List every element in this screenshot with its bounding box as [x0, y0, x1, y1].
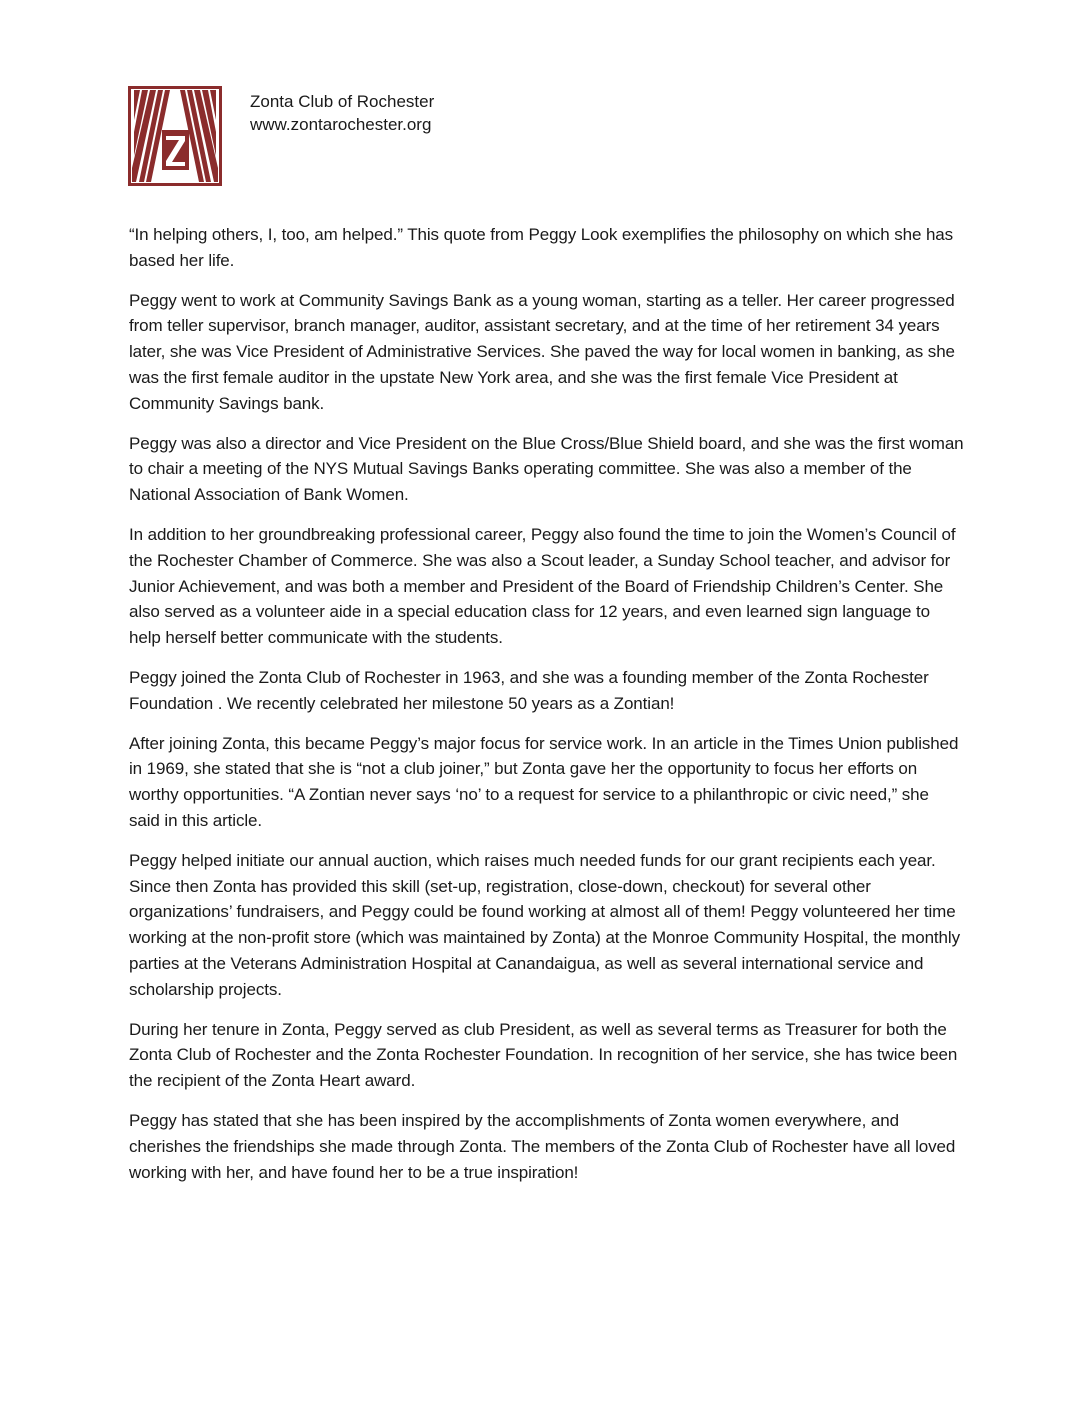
paragraph: Peggy helped initiate our annual auction, which raises much needed funds for our grant recipients each year. Since then Zonta has provided this skill (set-up, registration, close-down, checkout) for several other organizations’ fundraisers, and Peggy could be found working at almost all of them! Peggy volunteered her time working at the non-profit store (which was maintained by Zonta) at the Monroe Community Hospital, the monthly parties at the Veterans Administration Hospital at Canandaigua, as well as several international service and scholarship projects. [129, 850, 960, 999]
zonta-emblem-icon [128, 86, 222, 186]
paragraph: Peggy joined the Zonta Club of Rochester in 1963, and she was a founding member of the Zonta Rochester Foundation . We recently celebrated her milestone 50 years as a Zontian! [129, 667, 929, 713]
paragraph: Peggy went to work at Community Savings Bank as a young woman, starting as a teller. Her career progressed from teller supervisor, branch manager, auditor, assistant secretary, and at the time of her retirement 34 years later, she was Vice President of Administrative Services. She paved the way for local women in banking, as she was the first female auditor in the upstate New York area, and she was the first female Vice President at Community Savings bank. [129, 290, 955, 413]
paragraph: In addition to her groundbreaking professional career, Peggy also found the time to join the Women’s Council of the Rochester Chamber of Commerce. She was also a Scout leader, a Sunday School teacher, and advisor for Junior Achievement, and was both a member and President of the Board of Friendship Children’s Center. She also served as a volunteer aide in a special education class for 12 years, and even learned sign language to help herself better communicate with the students. [129, 524, 956, 648]
paragraph: Peggy has stated that she has been inspired by the accomplishments of Zonta women everywhere, and cherishes the friendships she made through Zonta. The members of the Zonta Club of Rochester have all loved working with her, and have found her to be a true inspiration! [129, 1110, 956, 1182]
org-website: www.zontarochester.org [250, 115, 432, 134]
org-name: Zonta Club of Rochester [250, 92, 435, 111]
letterhead [128, 86, 728, 188]
article-body [129, 222, 964, 1199]
paragraph: “In helping others, I, too, am helped.” This quote from Peggy Look exemplifies the philosophy on which she has based her life. [129, 225, 954, 270]
paragraph: During her tenure in Zonta, Peggy served as club President, as well as several terms as Treasurer for both the Zonta Club of Rochester and the Zonta Rochester Foundation. In recognition of her service, she has twice been the recipient of the Zonta Heart award. [129, 1019, 958, 1091]
org-contact [250, 90, 434, 136]
paragraph: Peggy was also a director and Vice President on the Blue Cross/Blue Shield board, and she was the first woman to chair a meeting of the NYS Mutual Savings Banks operating committee. She was also a member of the National Association of Bank Women. [129, 433, 964, 505]
paragraph: After joining Zonta, this became Peggy’s major focus for service work. In an article in the Times Union published in 1969, she stated that she is “not a club joiner,” but Zonta gave her the opportunity to focus her efforts on worthy opportunities. “A Zontian never says ‘no’ to a request for service to a philanthropic or civic need,” she said in this article. [129, 733, 959, 830]
